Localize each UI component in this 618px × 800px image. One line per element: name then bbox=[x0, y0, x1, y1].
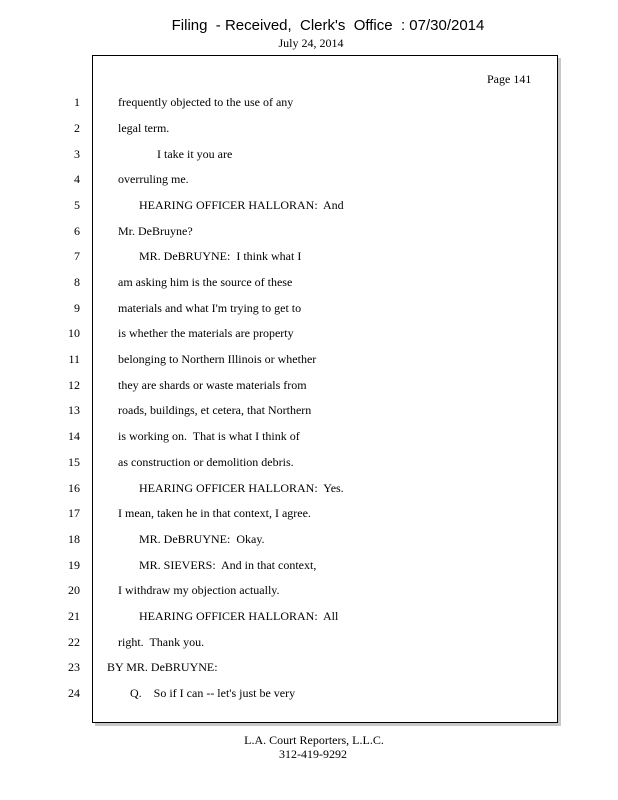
line-number: 16 bbox=[68, 481, 80, 495]
transcript-line bbox=[0, 224, 618, 240]
line-text: HEARING OFFICER HALLORAN: All bbox=[118, 609, 339, 623]
line-text: roads, buildings, et cetera, that Northern bbox=[118, 403, 312, 417]
line-number: 3 bbox=[74, 147, 80, 161]
transcript-line bbox=[0, 609, 618, 625]
line-number: 19 bbox=[68, 558, 80, 572]
line-text: Mr. DeBruyne? bbox=[118, 224, 193, 238]
line-number: 24 bbox=[68, 686, 80, 700]
line-text: I take it you are bbox=[118, 147, 233, 161]
transcript-line bbox=[0, 198, 618, 214]
line-text: am asking him is the source of these bbox=[118, 275, 293, 289]
transcript-line bbox=[0, 378, 618, 394]
line-text: MR. DeBRUYNE: I think what I bbox=[118, 249, 302, 263]
transcript-line bbox=[0, 686, 618, 702]
line-text: MR. SIEVERS: And in that context, bbox=[118, 558, 317, 572]
transcript-line bbox=[0, 326, 618, 342]
line-number: 4 bbox=[74, 172, 80, 186]
line-number: 23 bbox=[68, 660, 80, 674]
line-text: right. Thank you. bbox=[118, 635, 205, 649]
line-number: 10 bbox=[68, 326, 80, 340]
line-number: 11 bbox=[68, 352, 80, 366]
line-number: 13 bbox=[68, 403, 80, 417]
line-number: 22 bbox=[68, 635, 80, 649]
transcript-line bbox=[0, 121, 618, 137]
transcript-line bbox=[0, 172, 618, 188]
transcript-line bbox=[0, 95, 618, 111]
transcript-line bbox=[0, 301, 618, 317]
transcript-line bbox=[0, 249, 618, 265]
page-number: Page 141 bbox=[487, 72, 532, 86]
line-text: HEARING OFFICER HALLORAN: And bbox=[118, 198, 344, 212]
line-text: overruling me. bbox=[118, 172, 189, 186]
line-number: 15 bbox=[68, 455, 80, 469]
line-text: is working on. That is what I think of bbox=[118, 429, 300, 443]
transcript-line bbox=[0, 532, 618, 548]
line-text: HEARING OFFICER HALLORAN: Yes. bbox=[118, 481, 344, 495]
transcript-line bbox=[0, 403, 618, 419]
line-number: 20 bbox=[68, 583, 80, 597]
line-text: materials and what I'm trying to get to bbox=[118, 301, 302, 315]
line-text: Q. So if I can -- let's just be very bbox=[118, 686, 296, 700]
line-text: I withdraw my objection actually. bbox=[118, 583, 280, 597]
line-number: 14 bbox=[68, 429, 80, 443]
transcript-line bbox=[0, 583, 618, 599]
line-text: I mean, taken he in that context, I agree. bbox=[118, 506, 311, 520]
line-text: BY MR. DeBRUYNE: bbox=[107, 660, 218, 674]
line-number: 9 bbox=[74, 301, 80, 315]
transcript-line bbox=[0, 275, 618, 291]
line-text: MR. DeBRUYNE: Okay. bbox=[118, 532, 265, 546]
court-reporter-phone: 312-419-9292 bbox=[279, 747, 347, 761]
transcript-line bbox=[0, 660, 618, 676]
court-reporter-company: L.A. Court Reporters, L.L.C. bbox=[244, 733, 384, 747]
line-number: 6 bbox=[74, 224, 80, 238]
transcript-line bbox=[0, 429, 618, 445]
transcript-line bbox=[0, 558, 618, 574]
line-number: 5 bbox=[74, 198, 80, 212]
line-text: is whether the materials are property bbox=[118, 326, 294, 340]
filing-stamp: Filing - Received, Clerk's Office : 07/30/2014 bbox=[171, 17, 485, 34]
transcript-line bbox=[0, 147, 618, 163]
line-number: 2 bbox=[74, 121, 80, 135]
line-text: legal term. bbox=[118, 121, 170, 135]
transcript-line bbox=[0, 635, 618, 651]
line-number: 12 bbox=[68, 378, 80, 392]
transcript-line bbox=[0, 506, 618, 522]
transcript-date: July 24, 2014 bbox=[278, 36, 344, 50]
line-number: 18 bbox=[68, 532, 80, 546]
line-text: frequently objected to the use of any bbox=[118, 95, 294, 109]
line-text: as construction or demolition debris. bbox=[118, 455, 294, 469]
line-text: belonging to Northern Illinois or whether bbox=[118, 352, 317, 366]
transcript-line bbox=[0, 352, 618, 368]
transcript-line bbox=[0, 455, 618, 471]
line-text: they are shards or waste materials from bbox=[118, 378, 307, 392]
line-number: 21 bbox=[68, 609, 80, 623]
line-number: 7 bbox=[74, 249, 80, 263]
line-number: 17 bbox=[68, 506, 80, 520]
line-number: 8 bbox=[74, 275, 80, 289]
line-number: 1 bbox=[74, 95, 80, 109]
transcript-line bbox=[0, 481, 618, 497]
